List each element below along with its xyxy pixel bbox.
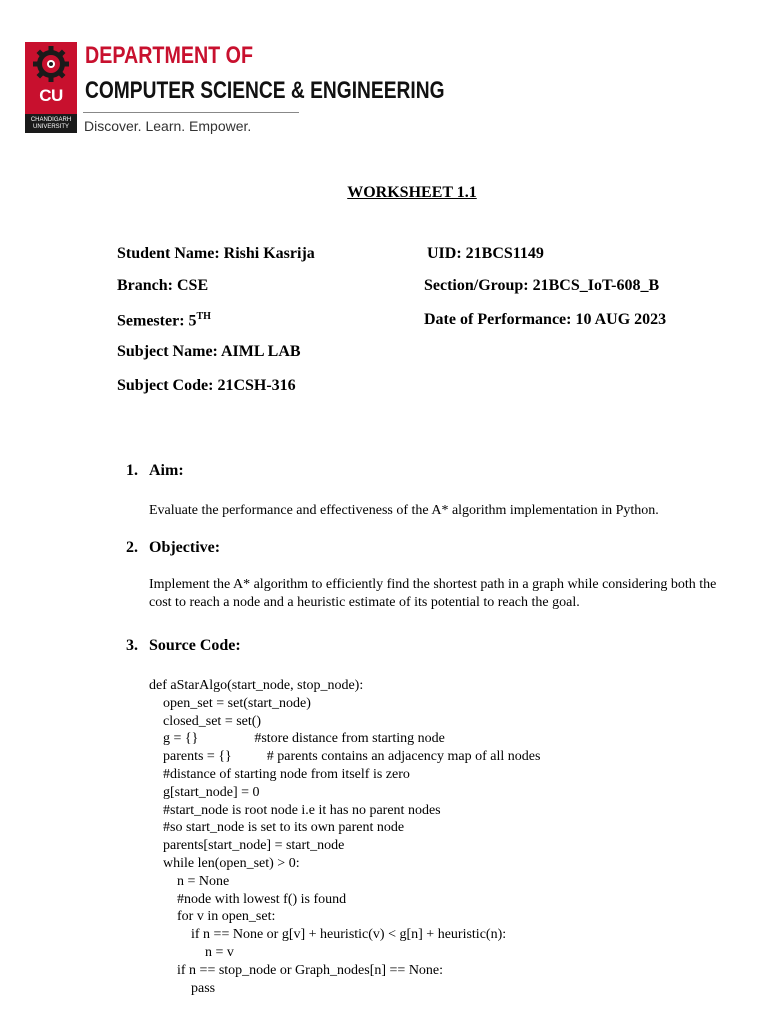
semester [117,311,211,330]
department-line-1: DEPARTMENT OF [85,42,254,69]
code-line: g[start_node] = 0 [149,784,260,800]
section-number: 1. [126,462,138,479]
uid: UID: 21BCS1149 [427,245,544,262]
logo-university-block [25,114,77,133]
code-line: closed_set = set() [149,713,262,729]
code-line: parents[start_node] = start_node [149,838,345,854]
code-line: pass [149,980,216,996]
logo-university-line-2: UNIVERSITY [32,124,69,130]
code-line: #so start_node is set to its own parent node [149,820,405,836]
subject-name: Subject Name: AIML LAB [117,343,301,360]
university-logo [25,42,77,133]
student-name: Student Name: Rishi Kasrija [117,245,315,262]
department-line-2: COMPUTER SCIENCE & ENGINEERING [85,77,445,104]
objective-text: Implement the A* algorithm to efficiently find the shortest path in a graph while considering both the cost to reach a node and a heuristic estimate of its potential to reach the goal. [149,577,717,610]
section-title: Source Code: [149,637,241,654]
logo-university-line-1: CHANDIGARH [30,117,72,123]
document-header [25,42,445,137]
section-aim-heading [126,462,184,480]
code-line: if n == stop_node or Graph_nodes[n] == None: [149,962,444,978]
code-line: if n == None or g[v] + heuristic(v) < g[n] + heuristic(n): [149,927,507,943]
code-line: open_set = set(start_node) [149,695,311,711]
aim-text: Evaluate the performance and effectiveness of the A* algorithm implementation in Python. [149,503,659,518]
code-line: #start_node is root node i.e it has no parent nodes [149,802,441,818]
code-line: parents = {} # parents contains an adjacency map of all nodes [149,749,541,765]
code-line: while len(open_set) > 0: [149,855,300,871]
code-line: g = {} #store distance from starting node [149,731,445,747]
semester-superscript: TH [196,311,211,322]
code-line: #node with lowest f() is found [149,891,347,907]
logo-cu-text: CU [39,86,63,105]
section-number: 2. [126,539,138,556]
section-group: Section/Group: 21BCS_IoT-608_B [424,277,660,294]
section-objective-heading [126,539,220,557]
section-number: 3. [126,637,138,654]
worksheet-title: WORKSHEET 1.1 [347,184,477,201]
date-of-performance: Date of Performance: 10 AUG 2023 [424,311,667,328]
branch: Branch: CSE [117,277,209,294]
code-line: def aStarAlgo(start_node, stop_node): [149,678,364,693]
section-title: Objective: [149,539,221,556]
section-source-code-heading [126,637,241,655]
subject-code: Subject Code: 21CSH-316 [117,377,296,394]
header-divider [83,112,299,113]
tagline: Discover. Learn. Empower. [84,118,252,134]
source-code-block [149,677,540,997]
section-title: Aim: [149,462,184,479]
code-line: #distance of starting node from itself is zero [149,766,410,782]
code-line: for v in open_set: [149,909,276,925]
semester-text: Semester: 5 [117,312,197,330]
code-line: n = v [149,944,234,960]
gear-emblem-icon [25,42,77,86]
code-line: n = None [149,873,230,889]
